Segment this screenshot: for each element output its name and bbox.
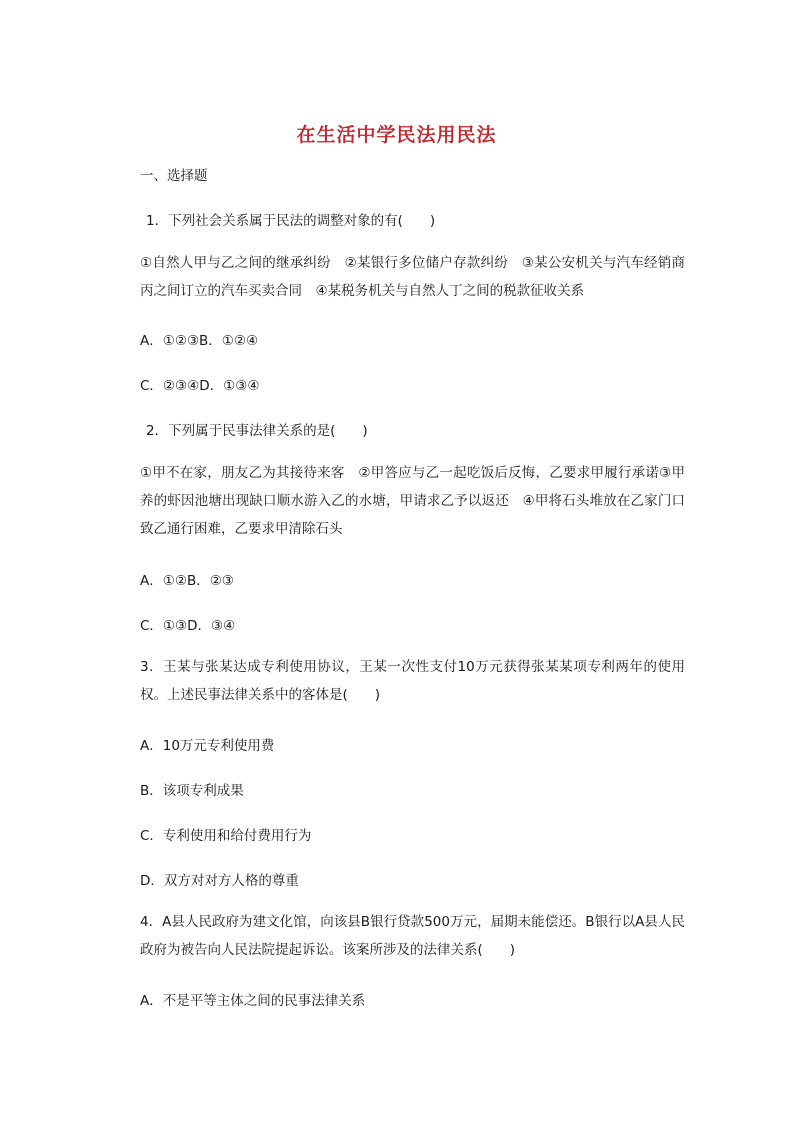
question-3-option-d: D．双方对对方人格的尊重: [140, 873, 299, 889]
question-2-stem: 2．下列属于民事法律关系的是( ): [146, 423, 368, 439]
question-2-detail: ①甲不在家，朋友乙为其接待来客 ②甲答应与乙一起吃饭后反悔，乙要求甲履行承诺③甲养的虾因池塘出现缺口顺水游入乙的水塘，甲请求乙予以返还 ④甲将石头堆放在乙家门口致乙通行困难，乙要求甲清除石头: [140, 465, 685, 537]
question-3-option-c: C．专利使用和给付费用行为: [140, 828, 312, 844]
question-1-stem: 1．下列社会关系属于民法的调整对象的有( ): [146, 213, 436, 229]
question-3-option-a: A．10万元专利使用费: [140, 738, 275, 754]
question-1-detail: ①自然人甲与乙之间的继承纠纷 ②某银行多位储户存款纠纷 ③某公安机关与汽车经销商丙之间订立的汽车买卖合同 ④某税务机关与自然人丁之间的税款征收关系: [140, 255, 685, 299]
section-heading: 一、选择题: [140, 168, 208, 184]
question-4-option-a: A．不是平等主体之间的民事法律关系: [140, 993, 366, 1009]
question-3-stem: 3．王某与张某达成专利使用协议，王某一次性支付10万元获得张某某项专利两年的使用权。上述民事法律关系中的客体是( ): [140, 659, 685, 703]
page-title: 在生活中学民法用民法: [296, 124, 497, 146]
question-2-option-ab: A．①②B．②③: [140, 573, 234, 589]
question-4-stem: 4．A县人民政府为建文化馆，向该县B银行贷款500万元，届期未能偿还。B银行以A县人民政府为被告向人民法院提起诉讼。该案所涉及的法律关系( ): [140, 914, 685, 958]
question-1-option-cd: C．②③④D．①③④: [140, 378, 260, 394]
question-3-option-b: B．该项专利成果: [140, 783, 244, 799]
question-1-option-ab: A．①②③B．①②④: [140, 333, 259, 349]
question-2-option-cd: C．①③D．③④: [140, 618, 236, 634]
